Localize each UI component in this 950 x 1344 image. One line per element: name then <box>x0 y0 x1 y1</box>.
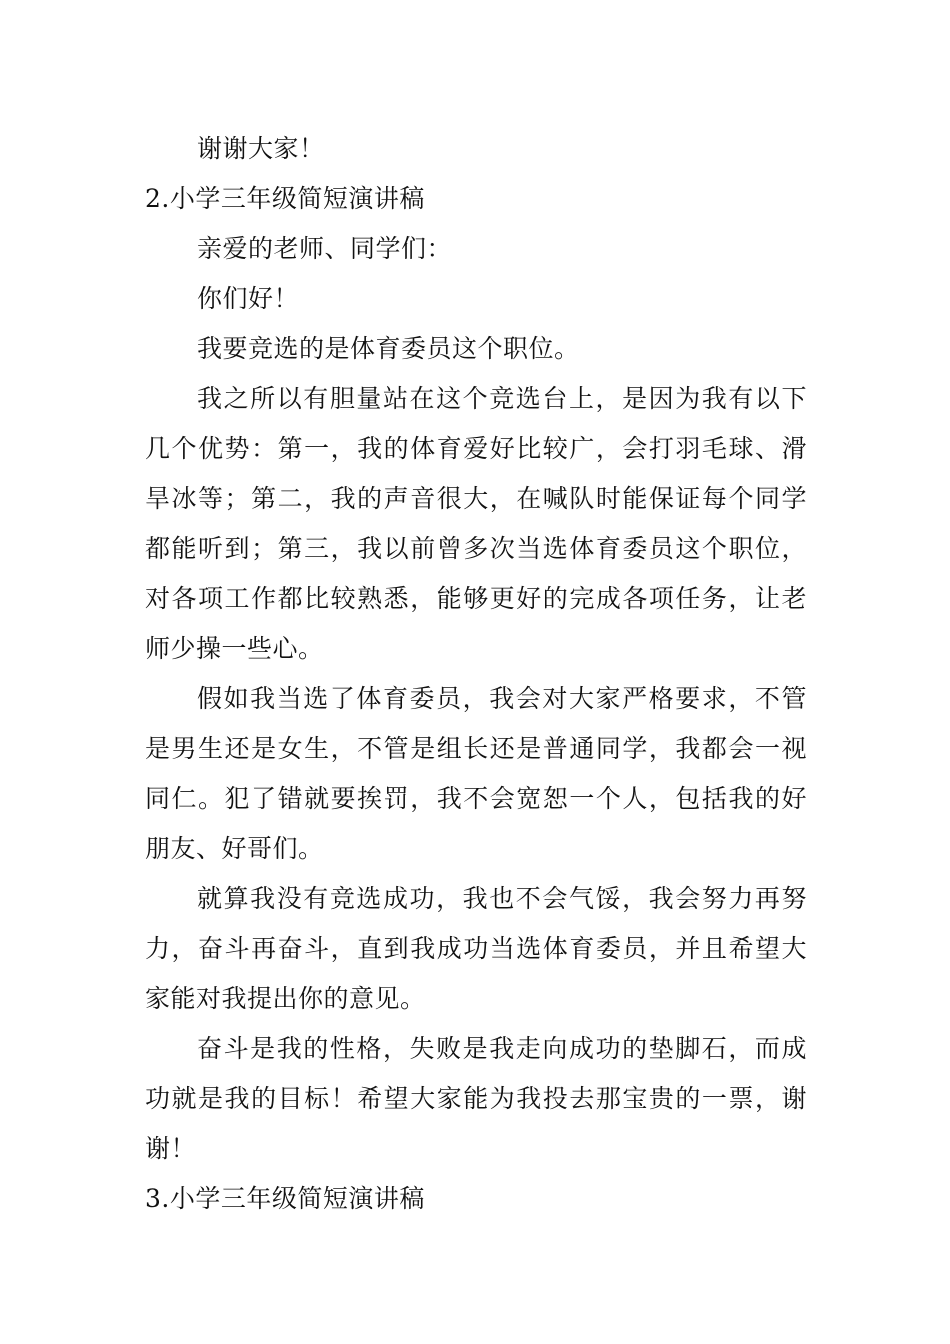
paragraph-line: 家能对我提出你的意见。 <box>145 984 426 1013</box>
paragraph-line: 就算我没有竞选成功，我也不会气馁，我会努力再努 <box>197 884 807 913</box>
paragraph-line: 同仁。犯了错就要挨罚，我不会宽恕一个人，包括我的好 <box>145 784 807 813</box>
section-heading-2: 2.小学三年级简短演讲稿 <box>145 184 425 213</box>
paragraph-line: 师少操一些心。 <box>145 634 324 663</box>
closing-line: 谢谢大家！ <box>197 134 325 163</box>
document-page <box>145 124 807 1224</box>
paragraph-line: 都能听到；第三，我以前曾多次当选体育委员这个职位， <box>145 534 807 563</box>
greeting-line: 你们好！ <box>197 284 300 313</box>
paragraph-line: 假如我当选了体育委员，我会对大家严格要求，不管 <box>197 684 807 713</box>
salutation-line: 亲爱的老师、同学们： <box>197 234 453 263</box>
paragraph-line: 功就是我的目标！希望大家能为我投去那宝贵的一票，谢 <box>145 1084 807 1113</box>
paragraph-line: 朋友、好哥们。 <box>145 834 324 863</box>
paragraph-line: 几个优势：第一，我的体育爱好比较广，会打羽毛球、滑 <box>145 434 807 463</box>
paragraph-line: 谢！ <box>145 1134 197 1163</box>
section-heading-3: 3.小学三年级简短演讲稿 <box>145 1184 425 1213</box>
paragraph-line: 是男生还是女生，不管是组长还是普通同学，我都会一视 <box>145 734 807 763</box>
paragraph-line: 力，奋斗再奋斗，直到我成功当选体育委员，并且希望大 <box>145 934 807 963</box>
paragraph-line: 旱冰等；第二，我的声音很大，在喊队时能保证每个同学 <box>145 484 807 513</box>
paragraph-line: 我要竞选的是体育委员这个职位。 <box>197 334 580 363</box>
paragraph-line: 奋斗是我的性格，失败是我走向成功的垫脚石，而成 <box>197 1034 807 1063</box>
paragraph-line: 我之所以有胆量站在这个竞选台上，是因为我有以下 <box>197 384 807 413</box>
paragraph-line: 对各项工作都比较熟悉，能够更好的完成各项任务，让老 <box>145 584 807 613</box>
